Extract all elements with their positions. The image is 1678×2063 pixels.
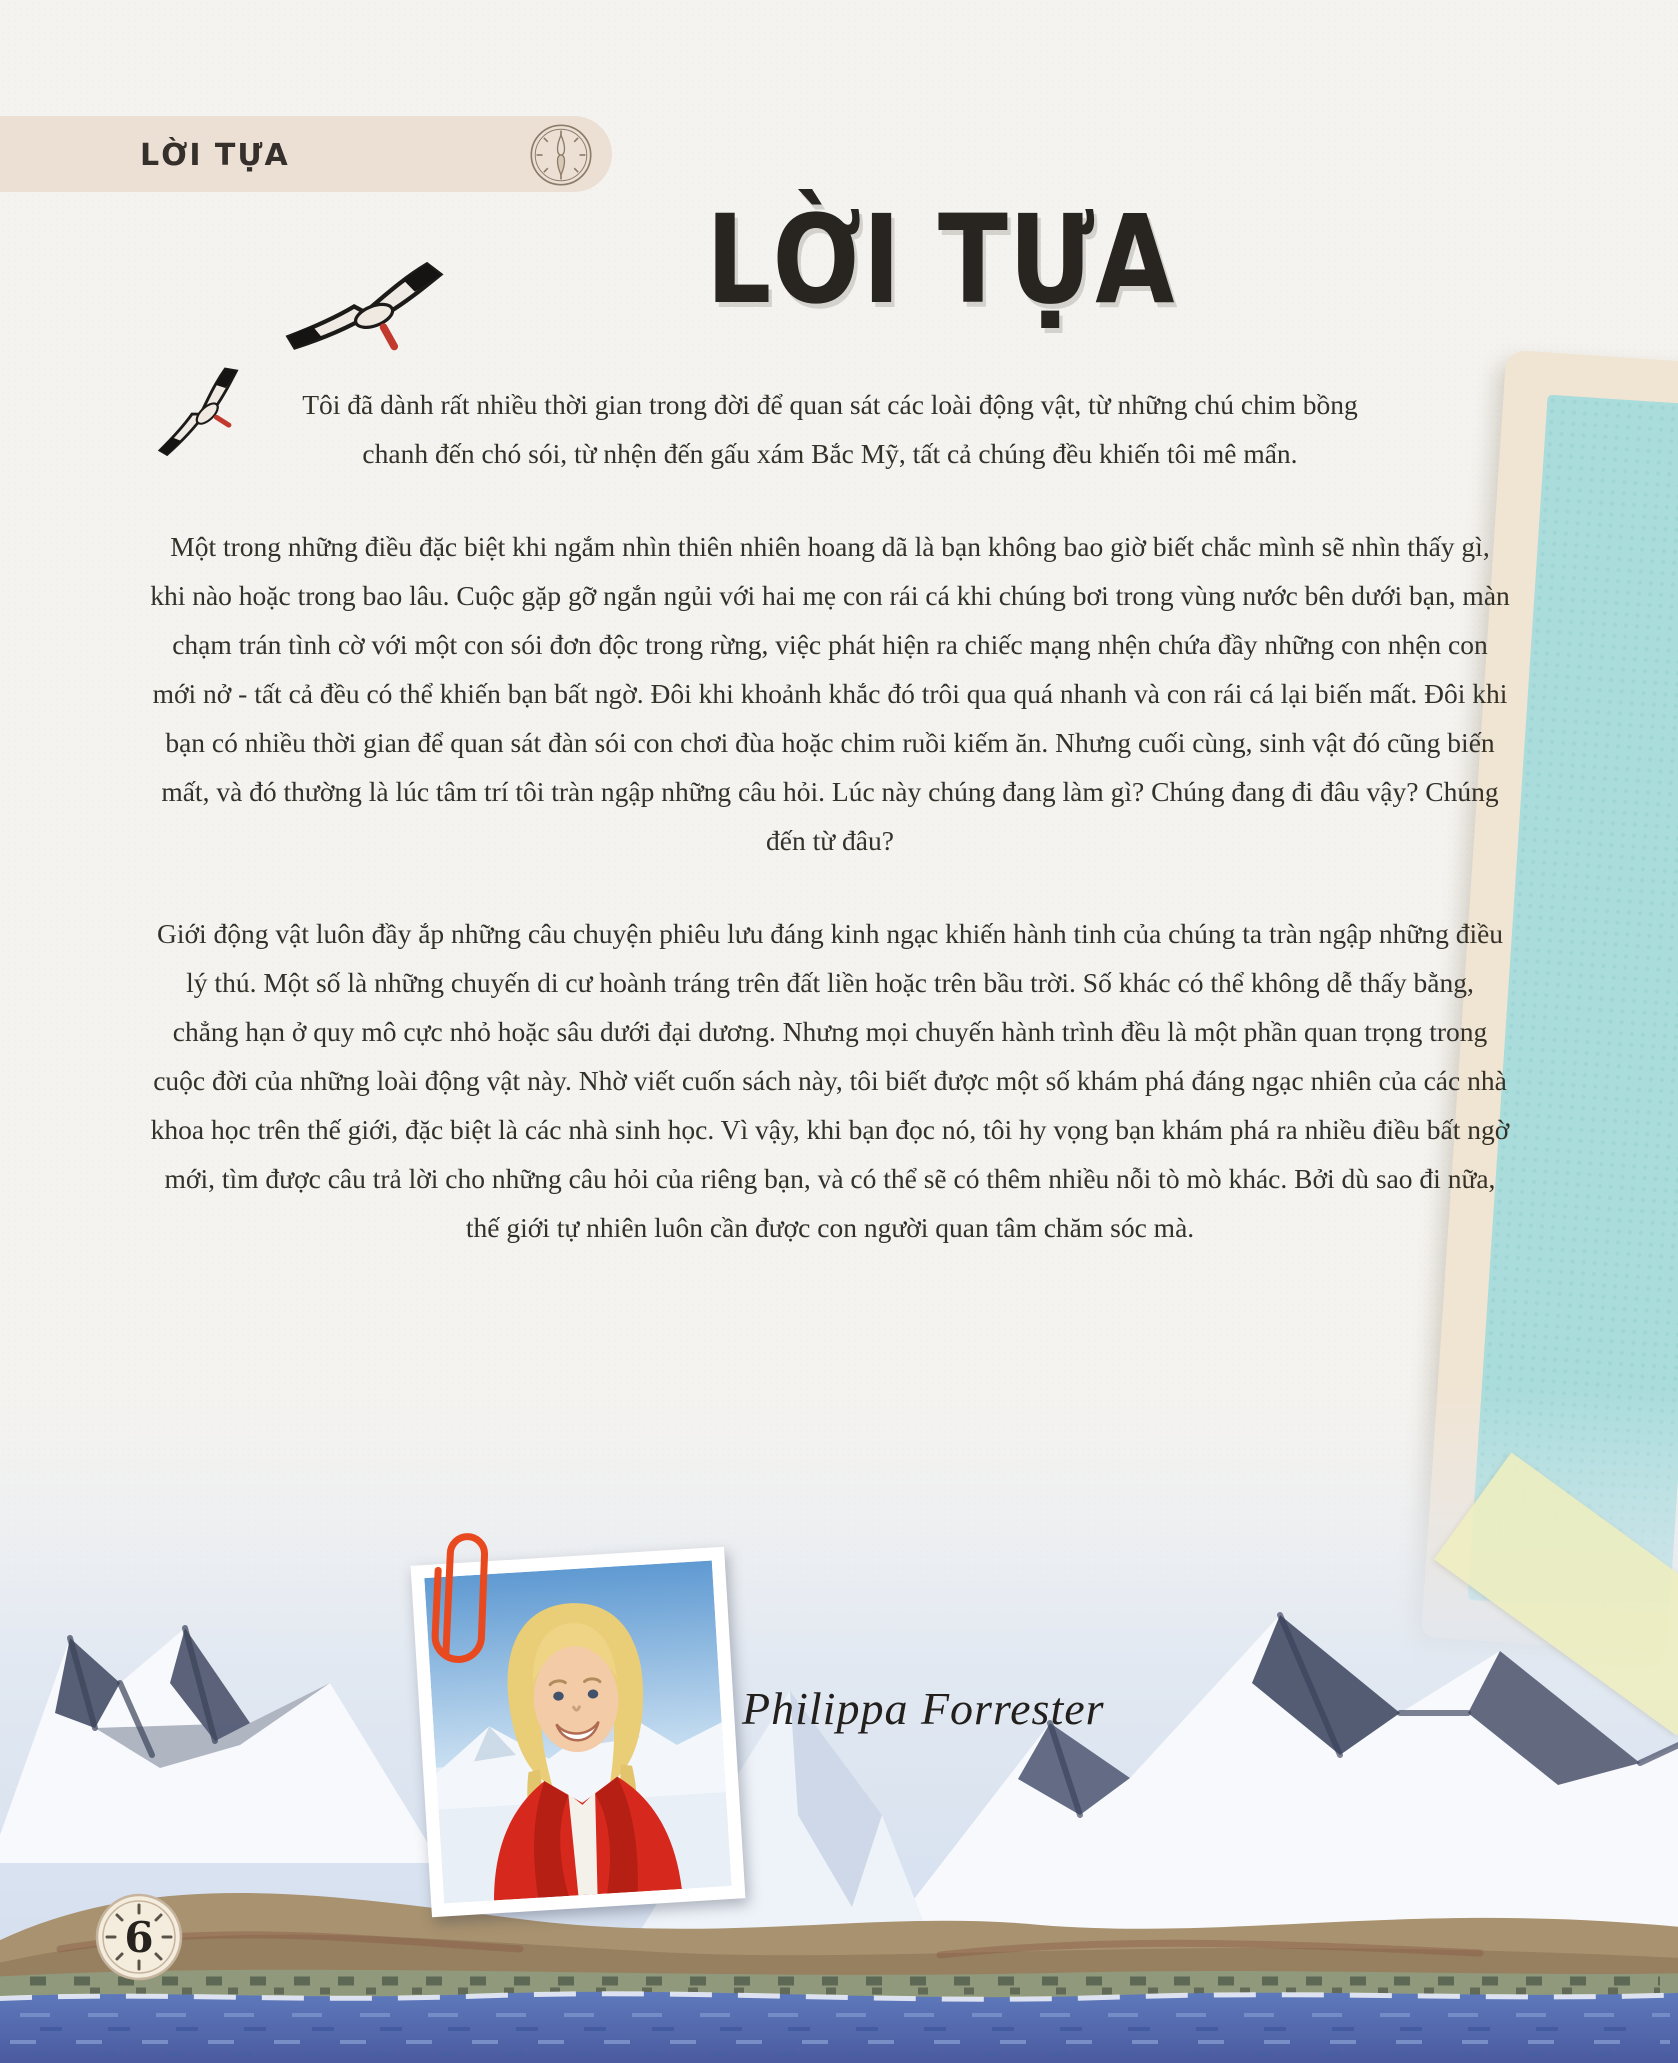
author-signature: Philippa Forrester — [742, 1683, 1105, 1734]
seabird-icon — [270, 221, 463, 406]
page-title: LỜI TỰA — [706, 189, 1176, 331]
compass-icon — [528, 122, 594, 188]
preface-paragraph: Giới động vật luôn đầy ắp những câu chuyện phiêu lưu đáng kinh ngạc khiến hành tinh của chúng ta tràn ngập những điều lý thú. Một số là những chuyến di cư hoành tráng trên đất liền hoặc trên bầu trời. Số khác có thể không dễ thấy bằng, chẳng hạn ở quy mô cực nhỏ hoặc sâu dưới đại dương. Nhưng mọi chuyến hành trình đều là một phần quan trọng trong cuộc đời của những loài động vật này. Nhờ viết cuốn sách này, tôi biết được một số khám phá đáng ngạc nhiên của các nhà khoa học trên thế giới, đặc biệt là các nhà sinh học. Vì vậy, khi bạn đọc nó, tôi hy vọng bạn khám phá ra nhiều điều bất ngờ mới, tìm được câu trả lời cho những câu hỏi của riêng bạn, và có thể sẽ có thêm nhiều nỗi tò mò khác. Bởi dù sao đi nữa, thế giới tự nhiên luôn cần được con người quan tâm chăm sóc mà. — [150, 918, 1510, 1243]
chapter-header-bar — [0, 116, 612, 192]
preface-paragraph: Tôi đã dành rất nhiều thời gian trong đời để quan sát các loài động vật, từ những chú chim bồng chanh đến chó sói, từ nhện đến gấu xám Bắc Mỹ, tất cả chúng đều khiến tôi mê mẩn. — [302, 389, 1358, 469]
chapter-header-label: LỜI TỰA — [140, 138, 290, 173]
page-number-badge — [95, 1893, 183, 1981]
preface-paragraph: Một trong những điều đặc biệt khi ngắm nhìn thiên nhiên hoang dã là bạn không bao giờ biết chắc mình sẽ nhìn thấy gì, khi nào hoặc trong bao lâu. Cuộc gặp gỡ ngắn ngủi với hai mẹ con rái cá khi chúng bơi trong vùng nước bên dưới bạn, màn chạm trán tình cờ với một con sói đơn độc trong rừng, việc phát hiện ra chiếc mạng nhện chứa đầy những con nhện con mới nở - tất cả đều có thể khiến bạn bất ngờ. Đôi khi khoảnh khắc đó trôi qua quá nhanh và con rái cá lại biến mất. Đôi khi bạn có nhiều thời gian để quan sát đàn sói con chơi đùa hoặc chim ruồi kiếm ăn. Nhưng cuối cùng, sinh vật đó cũng biến mất, và đó thường là lúc tâm trí tôi tràn ngập những câu hỏi. Lúc này chúng đang làm gì? Chúng đang đi đâu vậy? Chúng đến từ đâu? — [150, 531, 1510, 856]
page-number: 6 — [124, 1913, 154, 1962]
preface-text-column — [150, 380, 1510, 1296]
